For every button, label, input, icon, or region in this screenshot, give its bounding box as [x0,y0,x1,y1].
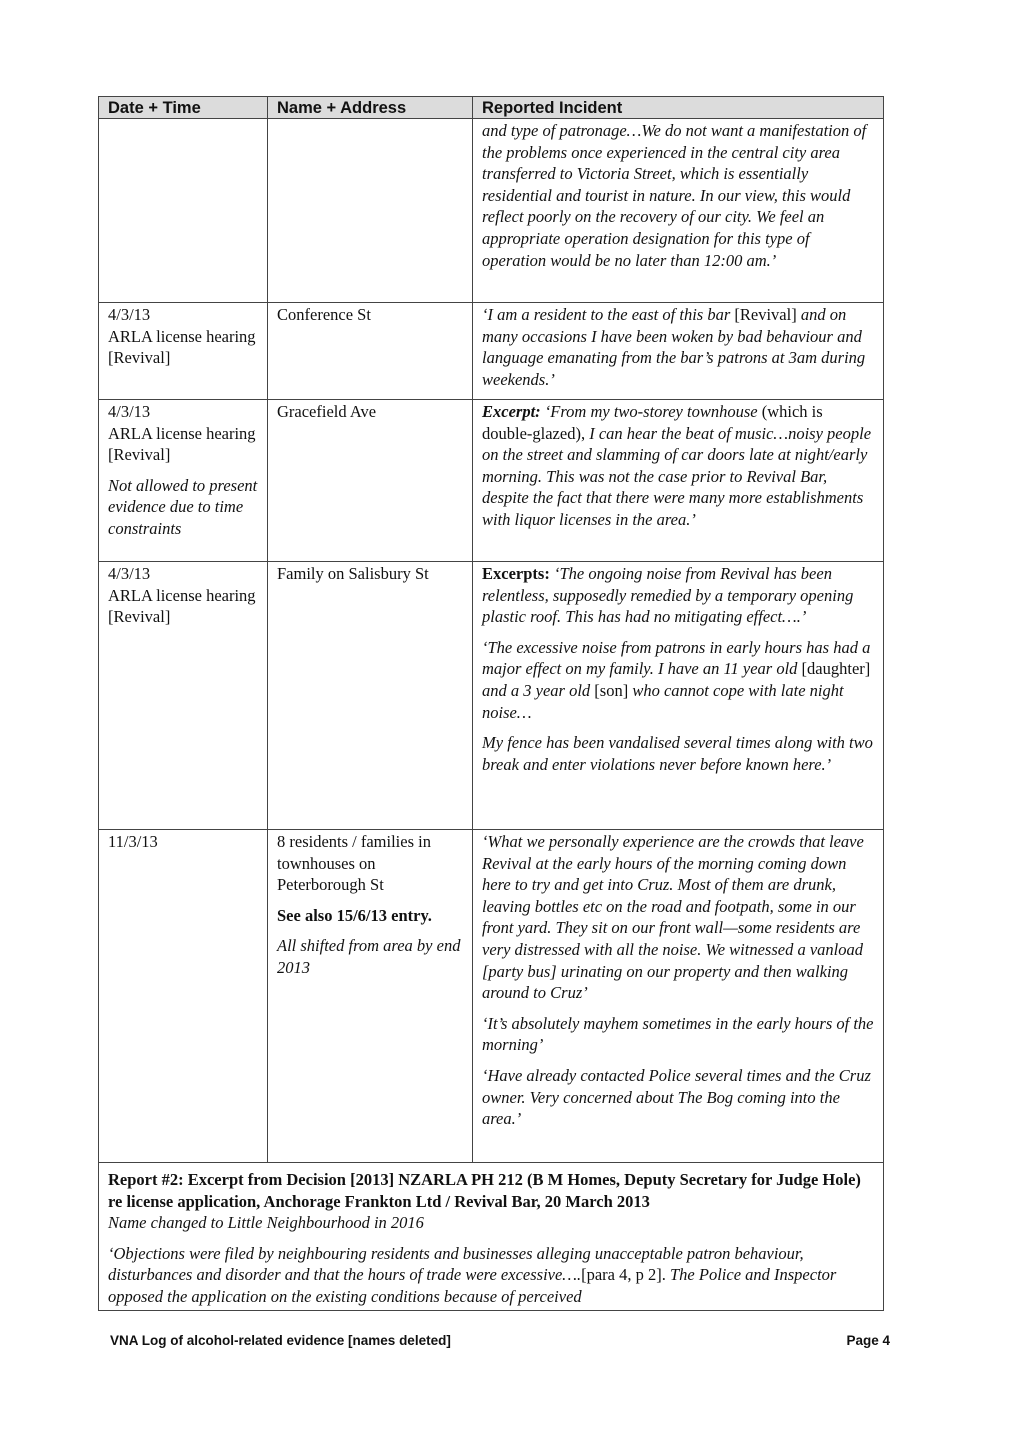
date-cell [99,119,268,303]
entry-date: 11/3/13 [108,832,158,851]
footer-title: VNA Log of alcohol-related evidence [names deleted] [110,1333,451,1348]
table-header-row [99,97,884,119]
date-cell [99,303,268,400]
incident-cell [473,830,884,1163]
page-number: Page 4 [846,1333,890,1348]
table-row [99,830,884,1163]
hearing-label: ARLA license hearing [Revival] [108,585,256,627]
incident-text: ‘Have already contacted Police several times and the Cruz owner. Very concerned about The Bog coming into the area.’ [482,1065,871,1129]
incident-cell [473,400,884,562]
incident-text: ‘What we personally experience are the crowds that leave Revival at the early hours of the morning coming down here to try and get into Cruz. Most of them are drunk, leaving bottles etc on the road and footpath, some in our front yard. They sit on our front wall—some residents are very distressed with all the noise. We witnessed a vanload [party bus] urinating on our property and then walking around to Cruz’ [482,832,864,1003]
hearing-label: ARLA license hearing [Revival] [108,326,256,368]
date-cell [99,562,268,830]
name-cell [268,119,473,303]
report-cell [99,1163,884,1311]
name-cell [268,830,473,1163]
name-cell: Gracefield Ave [268,400,473,562]
table-row [99,562,884,830]
incident-cell [473,303,884,400]
report-renamed-note: Name changed to Little Neighbourhood in 2016 [108,1213,424,1233]
incident-cell [473,119,884,303]
date-cell [99,400,268,562]
incident-text: ‘The excessive noise from patrons in early hours has had a major effect on my family. I have an 11 year old [daughter] and a 3 year old [son] who cannot cope with late night noise… [482,637,871,722]
header-date-time: Date + Time [99,97,268,119]
entry-date: 4/3/13 [108,305,151,324]
incident-text: Excerpts: ‘The ongoing noise from Revival has been relentless, supposedly remedied by a temporary opening plastic roof. This has had no mitigating effect….’ [482,564,854,627]
resident-name: 8 residents / families in townhouses on Peterborough St [277,832,431,895]
name-cell: Family on Salisbury St [268,562,473,830]
see-also-note: See also 15/6/13 entry. [277,905,432,925]
hearing-label: ARLA license hearing [Revival] [108,423,256,465]
entry-note: Not allowed to present evidence due to time constraints [108,475,258,538]
header-name-address: Name + Address [268,97,473,119]
incident-cell [473,562,884,830]
entry-date: 4/3/13 [108,564,151,583]
table-row [99,400,884,562]
shifted-note: All shifted from area by end 2013 [277,936,461,977]
report-quote: ‘Objections were filed by neighbouring residents and businesses alleging unacceptable patron behaviour, disturbances and disorder and that the hours of trade were excessive….[para 4, p 2]. The Police and Inspector opposed the application on the existing conditions because of perceived [108,1243,837,1306]
report-title: Report #2: Excerpt from Decision [2013] NZARLA PH 212 (B M Homes, Deputy Secretary for Judge Hole) re license application, Anchorage Frankton Ltd / Revival Bar, 20 March 2013 [108,1170,861,1211]
evidence-log-table [98,96,884,1311]
incident-text: Excerpt: ‘From my two-storey townhouse (which is double-glazed), I can hear the beat of music…noisy people on the street and slamming of car doors late at night/early morning. This was not the case prior to Revival Bar, despite the fact that there were many more establishments with liquor licenses in the area.’ [482,402,872,529]
report-row [99,1163,884,1311]
incident-text: My fence has been vandalised several times along with two break and enter violations never before known here.’ [482,733,873,774]
header-reported-incident: Reported Incident [473,97,884,119]
date-cell [99,830,268,1163]
entry-date: 4/3/13 [108,402,151,421]
table-row [99,303,884,400]
table-row [99,119,884,303]
name-cell: Conference St [268,303,473,400]
incident-text: ‘It’s absolutely mayhem sometimes in the early hours of the morning’ [482,1013,874,1055]
incident-text: and type of patronage…We do not want a manifestation of the problems once experienced in the central city area transferred to Victoria Street, which is essentially residential and tourist in nature. In our view, this would reflect poorly on the recovery of our city. We feel an appropriate operation designation for this type of operation would be no later than 12:00 am.’ [482,121,867,270]
incident-text: ‘I am a resident to the east of this bar [Revival] and on many occasions I have been woken by bad behaviour and language emanating from the bar’s patrons at 3am during weekends.’ [482,305,866,389]
